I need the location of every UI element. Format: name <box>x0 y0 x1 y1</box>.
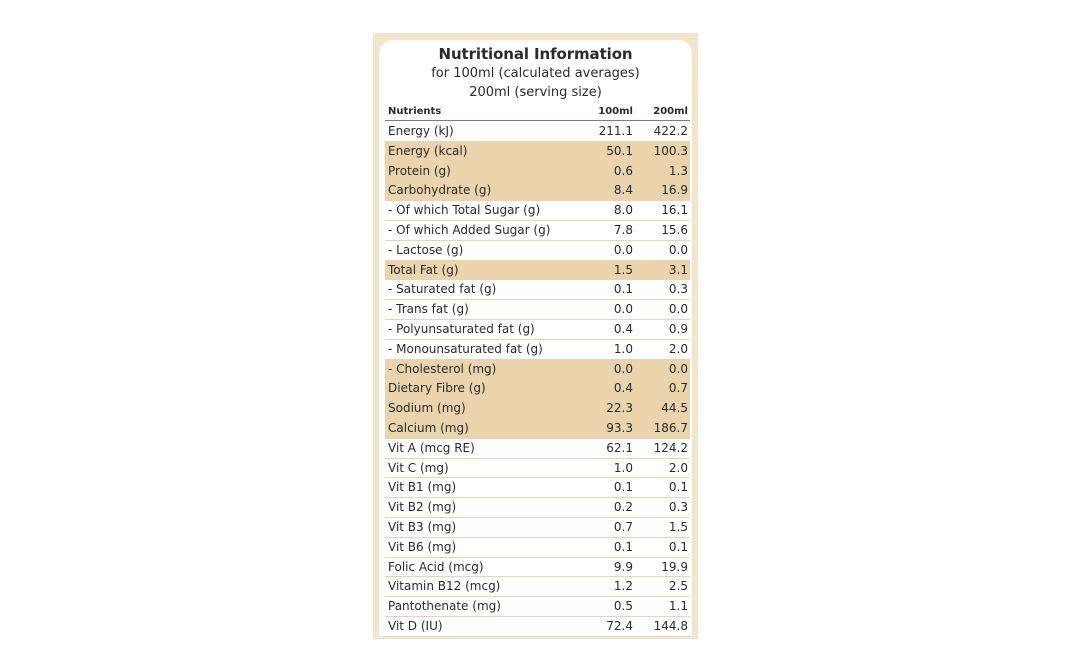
nutrient-value-200ml: 100.3 <box>653 143 688 158</box>
nutrient-value-100ml: 1.0 <box>613 341 633 356</box>
table-row <box>385 577 690 597</box>
table-row <box>385 399 690 419</box>
table-row <box>385 142 690 162</box>
nutrient-name: Dietary Fibre (g) <box>388 381 486 396</box>
nutrient-value-100ml: 8.0 <box>613 203 633 218</box>
nutrient-value-100ml: 50.1 <box>606 143 633 158</box>
nutrient-value-200ml: 422.2 <box>653 124 688 138</box>
nutrition-label-card <box>373 33 698 639</box>
nutrient-value-200ml: 0.0 <box>668 302 688 317</box>
label-subtitle-serving-size: 200ml (serving size) <box>469 85 602 100</box>
nutrient-value-100ml: 0.2 <box>613 500 633 515</box>
nutrient-name: Vit D (IU) <box>388 618 443 633</box>
nutrient-name: Energy (kJ) <box>388 124 454 138</box>
nutrient-value-100ml: 1.5 <box>613 262 633 277</box>
nutrient-value-200ml: 0.3 <box>668 282 688 297</box>
nutrient-value-200ml: 0.0 <box>668 242 688 257</box>
nutrient-value-100ml: 0.1 <box>613 282 633 297</box>
nutrient-table <box>385 122 690 637</box>
nutrient-name: Vit A (mcg RE) <box>388 440 475 455</box>
nutrient-value-100ml: 0.0 <box>613 302 633 317</box>
nutrient-name: Vit B3 (mg) <box>388 519 457 534</box>
nutrient-name: Vit B6 (mg) <box>388 539 457 554</box>
nutrient-value-200ml: 2.5 <box>668 579 688 594</box>
nutrient-value-100ml: 0.1 <box>613 539 633 554</box>
nutrient-name: - Trans fat (g) <box>388 302 469 317</box>
nutrient-name: Sodium (mg) <box>388 401 466 416</box>
label-subtitle-per-100ml: for 100ml (calculated averages) <box>431 66 640 81</box>
table-row <box>385 221 690 241</box>
nutrient-value-200ml: 0.1 <box>668 480 688 495</box>
table-row <box>385 617 690 637</box>
nutrient-value-100ml: 72.4 <box>606 618 633 633</box>
nutrient-value-100ml: 0.0 <box>613 361 633 376</box>
nutrient-value-200ml: 2.0 <box>668 460 688 475</box>
nutrient-name: Total Fat (g) <box>388 262 459 277</box>
nutrient-name: - Polyunsaturated fat (g) <box>388 321 535 336</box>
table-row <box>385 518 690 538</box>
table-row <box>385 320 690 340</box>
table-header <box>385 106 690 121</box>
nutrient-value-100ml: 1.2 <box>613 579 633 594</box>
nutrient-value-200ml: 1.1 <box>668 599 688 614</box>
table-row <box>385 439 690 459</box>
nutrient-name: Vit B2 (mg) <box>388 500 457 515</box>
nutrient-name: Energy (kcal) <box>388 143 468 158</box>
column-header-100ml: 100ml <box>598 106 633 117</box>
nutrient-value-100ml: 0.4 <box>613 321 633 336</box>
nutrient-value-100ml: 1.0 <box>613 460 633 475</box>
table-row <box>385 459 690 479</box>
nutrient-value-100ml: 0.6 <box>613 163 633 178</box>
table-row <box>385 340 690 360</box>
nutrient-value-200ml: 0.3 <box>668 500 688 515</box>
nutrient-value-200ml: 16.1 <box>661 203 688 218</box>
nutrient-value-200ml: 1.3 <box>668 163 688 178</box>
nutrient-value-200ml: 124.2 <box>653 440 688 455</box>
table-row <box>385 201 690 221</box>
table-row <box>385 162 690 182</box>
table-row <box>385 122 690 142</box>
nutrient-value-200ml: 0.9 <box>668 321 688 336</box>
nutrient-value-100ml: 0.5 <box>613 599 633 614</box>
table-row <box>385 558 690 578</box>
nutrient-name: Calcium (mg) <box>388 420 469 435</box>
table-row <box>385 280 690 300</box>
nutrient-value-200ml: 0.0 <box>668 361 688 376</box>
nutrient-name: - Monounsaturated fat (g) <box>388 341 543 356</box>
nutrient-name: - Lactose (g) <box>388 242 464 257</box>
nutrient-value-200ml: 15.6 <box>661 222 688 237</box>
nutrient-value-200ml: 0.7 <box>668 381 688 396</box>
nutrient-name: Folic Acid (mcg) <box>388 559 484 574</box>
nutrient-value-200ml: 3.1 <box>668 262 688 277</box>
table-row <box>385 261 690 281</box>
nutrient-name: Vit B1 (mg) <box>388 480 457 495</box>
table-row <box>385 498 690 518</box>
table-row <box>385 597 690 617</box>
table-row <box>385 181 690 201</box>
nutrient-value-100ml: 0.4 <box>613 381 633 396</box>
label-title: Nutritional Information <box>438 45 633 63</box>
nutrient-value-200ml: 0.1 <box>668 539 688 554</box>
nutrient-value-200ml: 186.7 <box>653 420 688 435</box>
column-header-nutrients: Nutrients <box>388 106 442 117</box>
table-row <box>385 478 690 498</box>
table-row <box>385 419 690 439</box>
table-row <box>385 538 690 558</box>
nutrient-name: - Cholesterol (mg) <box>388 361 497 376</box>
nutrient-value-200ml: 2.0 <box>668 341 688 356</box>
nutrient-name: Protein (g) <box>388 163 451 178</box>
nutrient-value-100ml: 62.1 <box>606 440 633 455</box>
nutrient-value-100ml: 0.0 <box>613 242 633 257</box>
nutrient-name: - Of which Added Sugar (g) <box>388 222 551 237</box>
nutrient-value-100ml: 7.8 <box>613 222 633 237</box>
nutrient-name: Pantothenate (mg) <box>388 599 501 614</box>
nutrient-name: Vit C (mg) <box>388 460 449 475</box>
nutrient-value-100ml: 9.9 <box>613 559 633 574</box>
nutrient-value-200ml: 19.9 <box>661 559 688 574</box>
table-row <box>385 300 690 320</box>
nutrient-value-200ml: 44.5 <box>661 401 688 416</box>
nutrient-name: - Of which Total Sugar (g) <box>388 203 541 218</box>
nutrient-name: - Saturated fat (g) <box>388 282 497 297</box>
nutrient-value-200ml: 144.8 <box>653 618 688 633</box>
nutrient-value-100ml: 8.4 <box>613 183 633 198</box>
nutrient-value-100ml: 0.7 <box>613 519 633 534</box>
nutrient-value-200ml: 1.5 <box>668 519 688 534</box>
table-row <box>385 360 690 380</box>
nutrition-label-panel <box>379 40 692 636</box>
nutrient-name: Carbohydrate (g) <box>388 183 492 198</box>
nutrient-value-100ml: 0.1 <box>613 480 633 495</box>
nutrient-value-100ml: 93.3 <box>606 420 633 435</box>
table-row <box>385 241 690 261</box>
nutrient-value-200ml: 16.9 <box>661 183 688 198</box>
nutrient-value-100ml: 22.3 <box>606 401 633 416</box>
nutrient-name: Vitamin B12 (mcg) <box>388 579 501 594</box>
table-row <box>385 379 690 399</box>
nutrient-value-100ml: 211.1 <box>598 124 633 138</box>
column-header-200ml: 200ml <box>653 106 688 117</box>
